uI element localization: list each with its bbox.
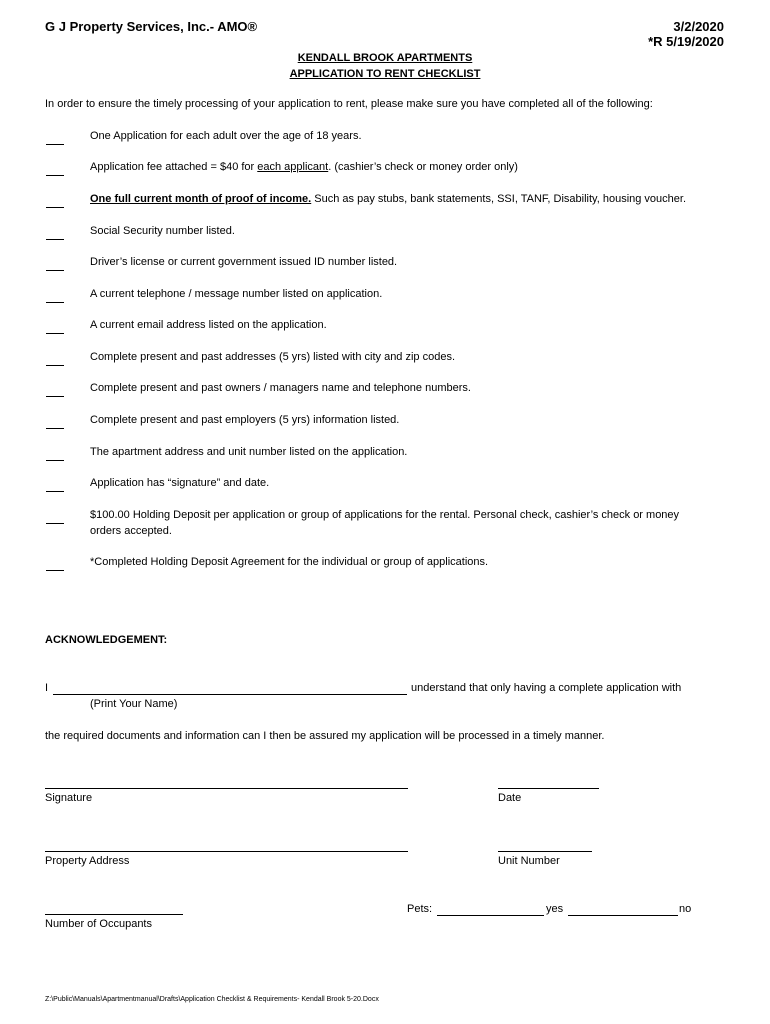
checklist-item-text: The apartment address and unit number listed on the application. [90,446,408,458]
checkbox-blank[interactable] [46,302,64,303]
ack-continuation: the required documents and information can I then be assured my application will be processed in a timely manner. [45,730,605,742]
checklist-item-text: Complete present and past employers (5 yrs) information listed. [90,414,400,426]
checkbox-blank[interactable] [46,333,64,334]
date-label: Date [498,792,522,804]
checklist-item-text: Driver’s license or current government issued ID number listed. [90,256,398,268]
company-name: G J Property Services, Inc.- AMO® [45,19,258,34]
checkbox-blank[interactable] [46,523,64,524]
checklist-item [90,161,518,173]
checklist-item-emphasis: One full current month of proof of income. [90,193,312,205]
understand-text: understand that only having a complete application with [411,682,682,694]
checklist-item [90,382,471,394]
acknowledgement-heading: ACKNOWLEDGEMENT: [45,634,168,646]
checklist-item-underlined: each applicant [257,161,329,173]
checklist-item-text: A current telephone / message number listed on application. [90,288,383,300]
print-name-label: (Print Your Name) [90,698,178,710]
checklist-item [90,477,269,489]
checklist-item-text: Such as pay stubs, bank statements, SSI, TANF, Disability, housing voucher. [311,193,687,205]
property-address-line[interactable] [45,851,408,852]
pets-no-line[interactable] [568,915,678,916]
checklist-item-continuation: orders accepted. [90,525,172,537]
unit-number-label: Unit Number [498,855,560,867]
checklist-item-text: Complete present and past addresses (5 yrs) listed with city and zip codes. [90,351,456,363]
pets-yes-label: yes [546,903,564,915]
pets-label: Pets: [407,903,433,915]
checkbox-blank[interactable] [46,570,64,571]
checkbox-blank[interactable] [46,207,64,208]
checkbox-blank[interactable] [46,460,64,461]
pets-yes-line[interactable] [437,915,544,916]
document-date: 3/2/2020 [673,19,724,34]
checklist-item-text: $100.00 Holding Deposit per application or group of applications for the rental. Personal check, cashier’s check or money [90,509,680,521]
checklist-item [90,414,399,426]
checklist-title: APPLICATION TO RENT CHECKLIST [289,68,481,80]
checklist-item-text: A current email address listed on the application. [90,319,327,331]
footer-file-path: Z:\Public\Manuals\Apartmentmanual\Drafts\Application Checklist & Requirements- Kendall Brook 5-20.Docx [45,996,379,1003]
intro-text: In order to ensure the timely processing of your application to rent, please make sure you have completed all of the following: [45,98,653,110]
checklist-item [90,509,679,521]
checkbox-blank[interactable] [46,144,64,145]
checklist-item [90,351,455,363]
checklist-item [90,225,235,237]
checkbox-blank[interactable] [46,491,64,492]
checklist-item-text: . (cashier’s check or money order only) [328,161,518,173]
date-line[interactable] [498,788,599,789]
signature-label: Signature [45,792,93,804]
checkbox-blank[interactable] [46,396,64,397]
print-name-line[interactable] [53,694,407,695]
checklist-item-text: Application fee attached = $40 for [90,161,258,173]
checkbox-blank[interactable] [46,175,64,176]
checkbox-blank[interactable] [46,239,64,240]
apartments-title: KENDALL BROOK APARTMENTS [297,52,473,64]
signature-line[interactable] [45,788,408,789]
checklist-item-text: Complete present and past owners / managers name and telephone numbers. [90,382,471,394]
checkbox-blank[interactable] [46,428,64,429]
checklist-item [90,193,686,205]
occupants-line[interactable] [45,914,183,915]
checkbox-blank[interactable] [46,365,64,366]
pets-no-label: no [679,903,692,915]
checkbox-blank[interactable] [46,270,64,271]
unit-number-line[interactable] [498,851,592,852]
property-address-label: Property Address [45,855,130,867]
checklist-item [90,256,397,268]
checklist-item [90,130,362,142]
revised-date: *R 5/19/2020 [648,34,724,49]
checklist-item-text: Application has “signature” and date. [90,477,270,489]
checklist-item-text: One Application for each adult over the age of 18 years. [90,130,362,142]
occupants-label: Number of Occupants [45,918,152,930]
checklist-item-text: Social Security number listed. [90,225,235,237]
checklist-item [90,556,488,568]
checklist-item [90,319,327,331]
checklist-item-text: *Completed Holding Deposit Agreement for the individual or group of applications. [90,556,489,568]
checklist-item [90,288,382,300]
checklist-item [90,446,407,458]
ack-i-label: I [45,682,49,694]
